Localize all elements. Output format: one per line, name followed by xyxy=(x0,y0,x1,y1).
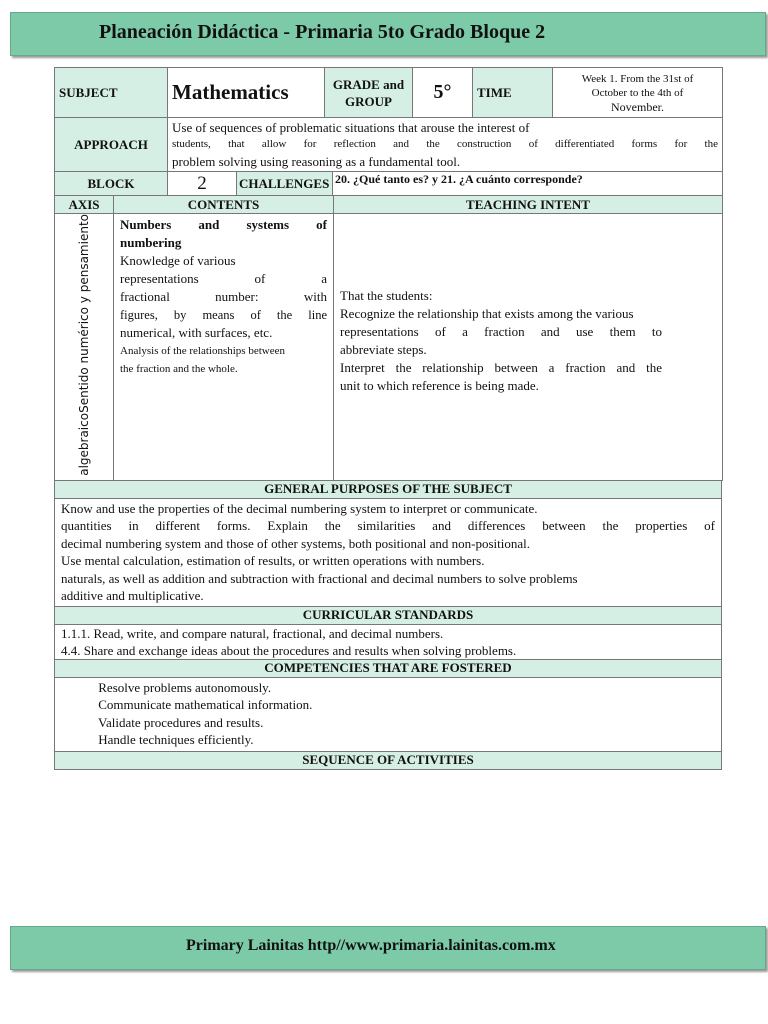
competency-item xyxy=(83,731,715,749)
purpose-line-2: quantities in different forms. Explain the similarities and differences between the properties of xyxy=(61,518,715,534)
grade-value: 5° xyxy=(413,68,473,118)
subject-value: Mathematics xyxy=(168,68,325,118)
subject-label: SUBJECT xyxy=(55,68,168,118)
standard-line-1: 1.1.1. Read, write, and compare natural, fractional, and decimal numbers. xyxy=(61,625,444,641)
time-value xyxy=(553,68,723,118)
intent-line-6: unit to which reference is being made. xyxy=(340,377,539,393)
competency-text: Handle techniques efficiently. xyxy=(98,732,254,748)
curricular-standards-header: CURRICULAR STANDARDS xyxy=(55,606,722,624)
competency-text: Resolve problems autonomously. xyxy=(98,679,272,695)
contents-title-1: Numbers and systems of xyxy=(120,217,327,232)
approach-line-2: students, that allow for reflection and the construction of differentiated forms for the xyxy=(172,138,718,150)
curricular-standards-cell xyxy=(55,624,722,659)
intent-line-4: abbreviate steps. xyxy=(340,341,427,357)
competency-item xyxy=(83,696,715,714)
intent-line-2: Recognize the relationship that exists among the various xyxy=(340,305,634,321)
general-purposes-table xyxy=(54,480,722,607)
intent-line-3: representations of a fraction and use them to xyxy=(340,323,662,339)
contents-p3: fractional number: with xyxy=(120,289,327,304)
page-title: Planeación Didáctica - Primaria 5to Grado Bloque 2 xyxy=(99,21,546,43)
contents-p4: figures, by means of the line xyxy=(120,308,327,322)
sequence-table xyxy=(54,751,722,770)
intent-line-1: That the students: xyxy=(340,287,433,303)
contents-p1: Knowledge of various xyxy=(120,253,236,268)
grade-label-line1: GRADE and xyxy=(332,76,405,92)
block-row-table xyxy=(54,171,723,196)
contents-title-2: numbering xyxy=(120,235,182,250)
competency-item xyxy=(83,714,715,732)
challenges-value: 20. ¿Qué tanto es? y 21. ¿A cuánto corresponde? xyxy=(333,172,723,196)
grade-label xyxy=(325,68,413,118)
contents-p5: numerical, with surfaces, etc. xyxy=(120,325,273,340)
standard-line-2: 4.4. Share and exchange ideas about the procedures and results when solving problems. xyxy=(61,642,517,658)
approach-line-3: problem solving using reasoning as a fundamental tool. xyxy=(172,154,461,169)
time-line-1: Week 1. From the 31st of xyxy=(581,72,694,85)
competencies-table xyxy=(54,659,722,752)
footer-text: Primary Lainitas http//www.primaria.lainitas.com.mx xyxy=(186,937,556,954)
purpose-line-4: Use mental calculation, estimation of results, or written operations with numbers. xyxy=(61,553,485,569)
general-purposes-cell xyxy=(55,498,722,606)
purpose-line-3: decimal numbering system and those of other systems, both positional and non-positional. xyxy=(61,535,531,551)
contents-p7: the fraction and the whole. xyxy=(120,363,238,375)
time-line-2: October to the 4th of xyxy=(591,86,684,99)
curricular-standards-table xyxy=(54,606,722,660)
purpose-line-6: additive and multiplicative. xyxy=(61,588,204,604)
competencies-cell xyxy=(55,677,722,751)
axis-header: AXIS xyxy=(55,196,114,214)
intent-line-5: Interpret the relationship between a fraction and the xyxy=(340,359,662,375)
contents-header: CONTENTS xyxy=(114,196,334,214)
purpose-line-1: Know and use the properties of the decimal numbering system to interpret or communicate. xyxy=(61,500,538,516)
challenges-label: CHALLENGES xyxy=(237,172,333,196)
purpose-line-5: naturals, as well as addition and subtraction with fractional and decimal numbers to solve problems xyxy=(61,570,578,586)
header-banner xyxy=(10,12,766,56)
sequence-header: SEQUENCE OF ACTIVITIES xyxy=(55,751,722,769)
block-label: BLOCK xyxy=(55,172,168,196)
time-label: TIME xyxy=(473,68,553,118)
axis-cell xyxy=(55,214,114,481)
block-value: 2 xyxy=(168,172,237,196)
contents-cell xyxy=(114,214,334,481)
teaching-intent-header: TEACHING INTENT xyxy=(334,196,723,214)
approach-label: APPROACH xyxy=(55,118,168,172)
time-line-3: November. xyxy=(611,99,664,114)
approach-line-1: Use of sequences of problematic situations that arouse the interest of xyxy=(172,120,530,135)
planning-table-wrapper xyxy=(54,67,722,770)
teaching-intent-cell xyxy=(334,214,723,481)
grade-label-line2: GROUP xyxy=(345,93,392,109)
subject-row-table xyxy=(54,67,723,118)
axis-text: algebraicoSentido numérico y pensamiento xyxy=(77,214,91,476)
competencies-header: COMPETENCIES THAT ARE FOSTERED xyxy=(55,659,722,677)
general-purposes-header: GENERAL PURPOSES OF THE SUBJECT xyxy=(55,480,722,498)
contents-p6: Analysis of the relationships between xyxy=(120,345,285,357)
approach-text xyxy=(168,118,723,172)
competency-text: Validate procedures and results. xyxy=(98,714,264,730)
competency-text: Communicate mathematical information. xyxy=(98,697,313,713)
contents-table xyxy=(54,195,723,481)
approach-row-table xyxy=(54,117,723,172)
footer-banner xyxy=(10,926,766,970)
competency-item xyxy=(83,679,715,697)
contents-p2: representations of a xyxy=(120,271,327,286)
